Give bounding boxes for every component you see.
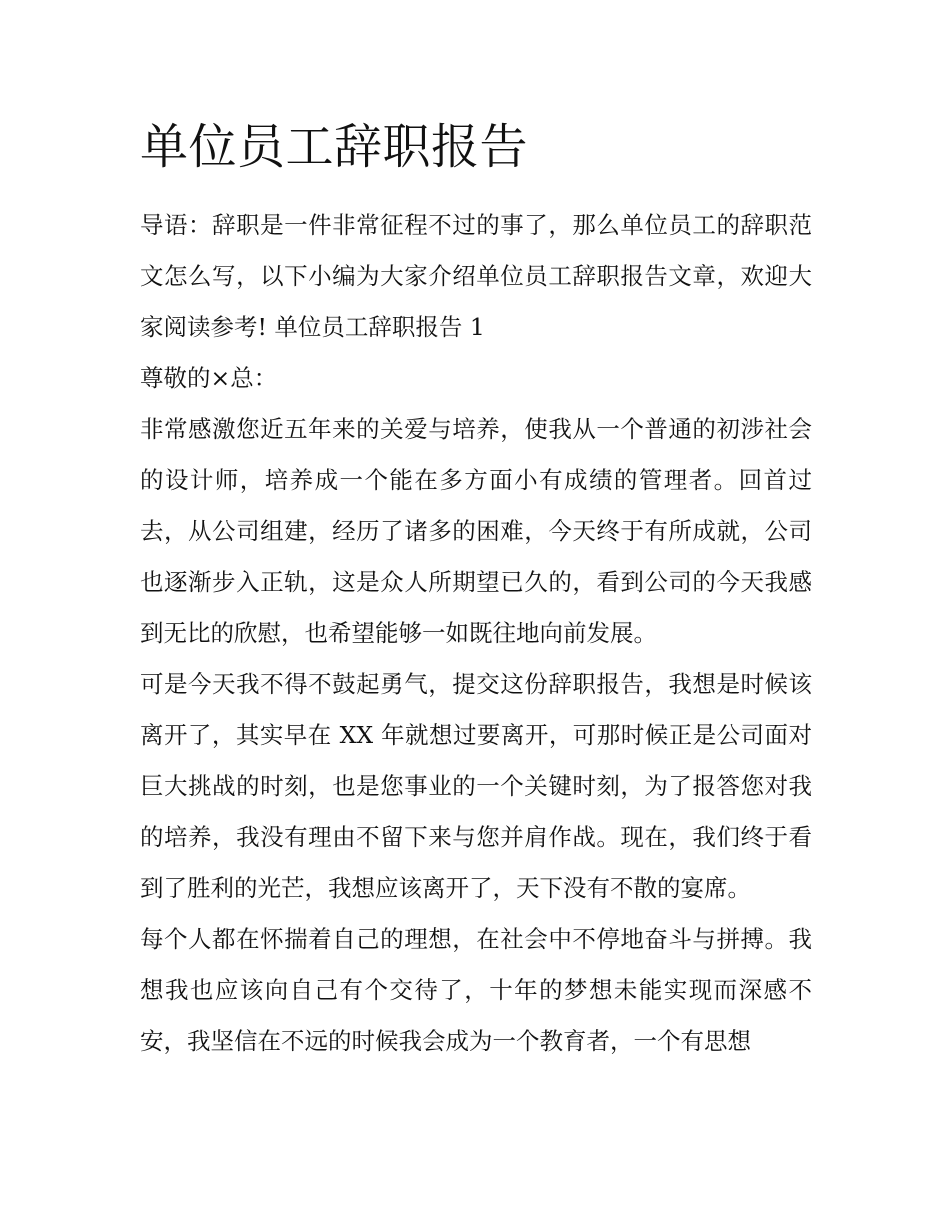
salutation: 尊敬的×总： [140,364,278,392]
body-paragraph: 每个人都在怀揣着自己的理想，在社会中不停地奋斗与拼搏。我想我也应该向自己有个交待了，十年的梦想未能实现而深感不安，我坚信在不远的时候我会成为一个教育者，一个有思想 [140,925,812,1055]
body-paragraph: 非常感激您近五年来的关爱与培养，使我从一个普通的初涉社会的设计师，培养成一个能在多方面小有成绩的管理者。回首过去，从公司组建，经历了诸多的困难，今天终于有所成就，公司也逐渐步入正轨，这是众人所期望已久的，看到公司的今天我感到无比的欣慰，也希望能够一如既往地向前发展。 [140,415,812,647]
document-title: 单位员工辞职报告 [140,119,529,175]
intro-paragraph: 导语：辞职是一件非常征程不过的事了，那么单位员工的辞职范文怎么写，以下小编为大家介绍单位员工辞职报告文章，欢迎大家阅读参考! 单位员工辞职报告 1 [140,211,812,341]
document-content [140,112,812,1067]
body-paragraph: 可是今天我不得不鼓起勇气，提交这份辞职报告，我想是时候该离开了，其实早在 XX 年就想过要离开，可那时候正是公司面对巨大挑战的时刻，也是您事业的一个关键时刻，为了报答您对我的培养，我没有理由不留下来与您并肩作战。现在，我们终于看到了胜利的光芒，我想应该离开了，天下没有不散的宴席。 [140,670,812,902]
document-body [140,200,812,1067]
